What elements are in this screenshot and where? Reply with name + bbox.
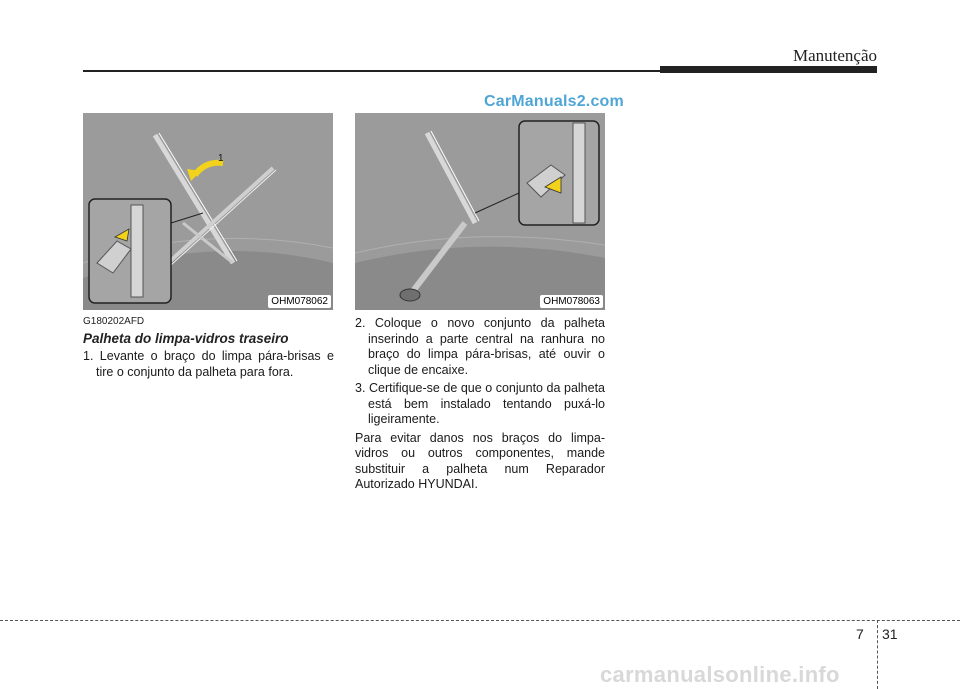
figure-arrow-label: 1 [218,153,224,164]
step-1: 1. Levante o braço do limpa pára-brisas e tire o conjunto da palheta para fora. [83,349,334,379]
figure-wiper-install [355,113,605,310]
footer-rule [0,620,960,621]
left-text-column [83,316,334,383]
service-note: Para evitar danos nos braços do limpa-vidros ou outros componentes, mande substituir a palheta num Reparador Autorizado HYUNDAI. [355,430,605,491]
wiper-removal-illustration [83,113,333,310]
figure-wiper-removal [83,113,333,310]
section-title: Manutenção [792,46,877,65]
wiper-install-illustration [355,113,605,310]
watermark-link[interactable]: CarManuals2.com [484,93,624,110]
figure-code: OHM078062 [268,295,331,308]
step-3: 3. Certifique-se de que o conjunto da palheta está bem instalado tentando puxá-lo ligeiramente. [355,381,605,426]
footer-divider [877,620,878,689]
header-rule [83,70,660,72]
right-text-column [355,316,605,493]
header-rule-accent [660,66,877,73]
chapter-number: 7 [856,626,864,642]
footer-site-link[interactable]: carmanualsonline.info [600,662,840,687]
section-subtitle: Palheta do limpa-vidros traseiro [83,331,289,346]
page-number: 31 [882,626,898,642]
section-code: G180202AFD [83,316,145,327]
step-2: 2. Coloque o novo conjunto da palheta inserindo a parte central na ranhura no braço do limpa pára-brisas, até ouvir o clique de encaixe. [355,316,605,377]
figure-code: OHM078063 [540,295,603,308]
rotate-arrow-icon [195,163,223,175]
